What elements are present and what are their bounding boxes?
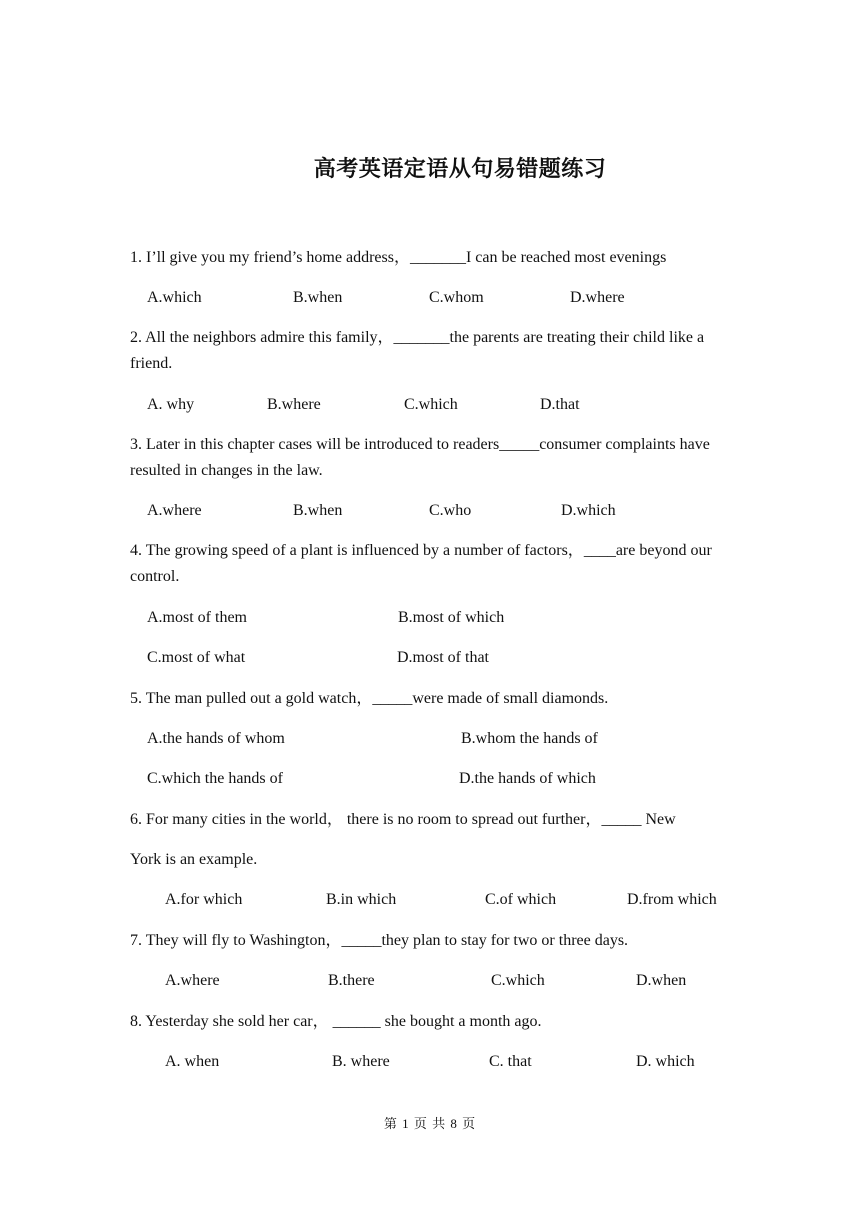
question-6-continued: York is an example. [130, 851, 258, 868]
option-a: A.most of them [147, 609, 247, 626]
option-c: C.which the hands of [147, 770, 283, 787]
question-text: 2. All the neighbors admire this family， [130, 329, 394, 346]
option-c: C.who [429, 502, 472, 519]
question-text: the parents are treating their child like a friend. [130, 329, 705, 372]
answer-blank: _____ [372, 690, 413, 707]
option-a: A. when [165, 1053, 220, 1070]
question-text: consumer complaints have resulted in changes in the law. [130, 436, 710, 479]
question-6 [130, 807, 740, 833]
option-b: B.in which [326, 891, 397, 908]
question-text: 6. For many cities in the world， there is no room to spread out further， [130, 811, 602, 828]
option-d: D. which [636, 1053, 695, 1070]
option-b: B.whom the hands of [461, 730, 598, 747]
question-text: I can be reached most evenings [465, 249, 667, 266]
answer-blank: _____ [341, 932, 382, 949]
question-text: 3. Later in this chapter cases will be introduced to readers [130, 436, 500, 453]
question-text: are beyond our control. [130, 542, 712, 585]
option-c: C.of which [485, 891, 557, 908]
option-c: C.most of what [147, 649, 246, 666]
page-footer: 第 1 页 共 8 页 [383, 1116, 477, 1131]
question-text: they plan to stay for two or three days. [381, 932, 629, 949]
question-7 [130, 928, 740, 954]
question-8 [130, 1009, 740, 1035]
option-d: D.that [540, 396, 580, 413]
question-4 [130, 538, 740, 590]
option-b: B.there [328, 972, 375, 989]
answer-blank: _______ [393, 329, 450, 346]
option-b: B.most of which [398, 609, 505, 626]
answer-blank: ____ [583, 542, 616, 559]
question-text: 7. They will fly to Washington， [130, 932, 342, 949]
question-text: were made of small diamonds. [412, 690, 609, 707]
option-c: C.which [404, 396, 458, 413]
option-b: B.where [267, 396, 321, 413]
option-d: D.which [561, 502, 616, 519]
option-d: D.the hands of which [459, 770, 596, 787]
question-text: 1. I’ll give you my friend’s home address， [130, 249, 410, 266]
question-text: 8. Yesterday she sold her car， [130, 1013, 333, 1030]
option-b: B.when [293, 502, 343, 519]
option-b: B.when [293, 289, 343, 306]
option-a: A.for which [165, 891, 243, 908]
option-a: A.which [147, 289, 202, 306]
option-c: C.whom [429, 289, 484, 306]
question-3 [130, 432, 740, 484]
option-d: D.most of that [397, 649, 489, 666]
question-text: she bought a month ago. [380, 1013, 542, 1030]
question-text: New [641, 811, 676, 828]
question-2 [130, 325, 740, 377]
option-a: A.the hands of whom [147, 730, 285, 747]
answer-blank: _____ [601, 811, 642, 828]
option-a: A.where [147, 502, 202, 519]
question-text: 5. The man pulled out a gold watch， [130, 690, 373, 707]
option-a: A.where [165, 972, 220, 989]
option-d: D.where [570, 289, 625, 306]
option-c: C.which [491, 972, 545, 989]
question-1 [130, 245, 740, 271]
option-d: D.from which [627, 891, 717, 908]
option-d: D.when [636, 972, 687, 989]
option-c: C. that [489, 1053, 532, 1070]
question-text: 4. The growing speed of a plant is influenced by a number of factors， [130, 542, 584, 559]
answer-blank: _____ [499, 436, 540, 453]
question-5 [130, 686, 740, 712]
option-b: B. where [332, 1053, 390, 1070]
answer-blank: ______ [332, 1013, 381, 1030]
answer-blank: _______ [409, 249, 466, 266]
option-a: A. why [147, 396, 195, 413]
page-title: 高考英语定语从句易错题练习 [313, 156, 607, 181]
